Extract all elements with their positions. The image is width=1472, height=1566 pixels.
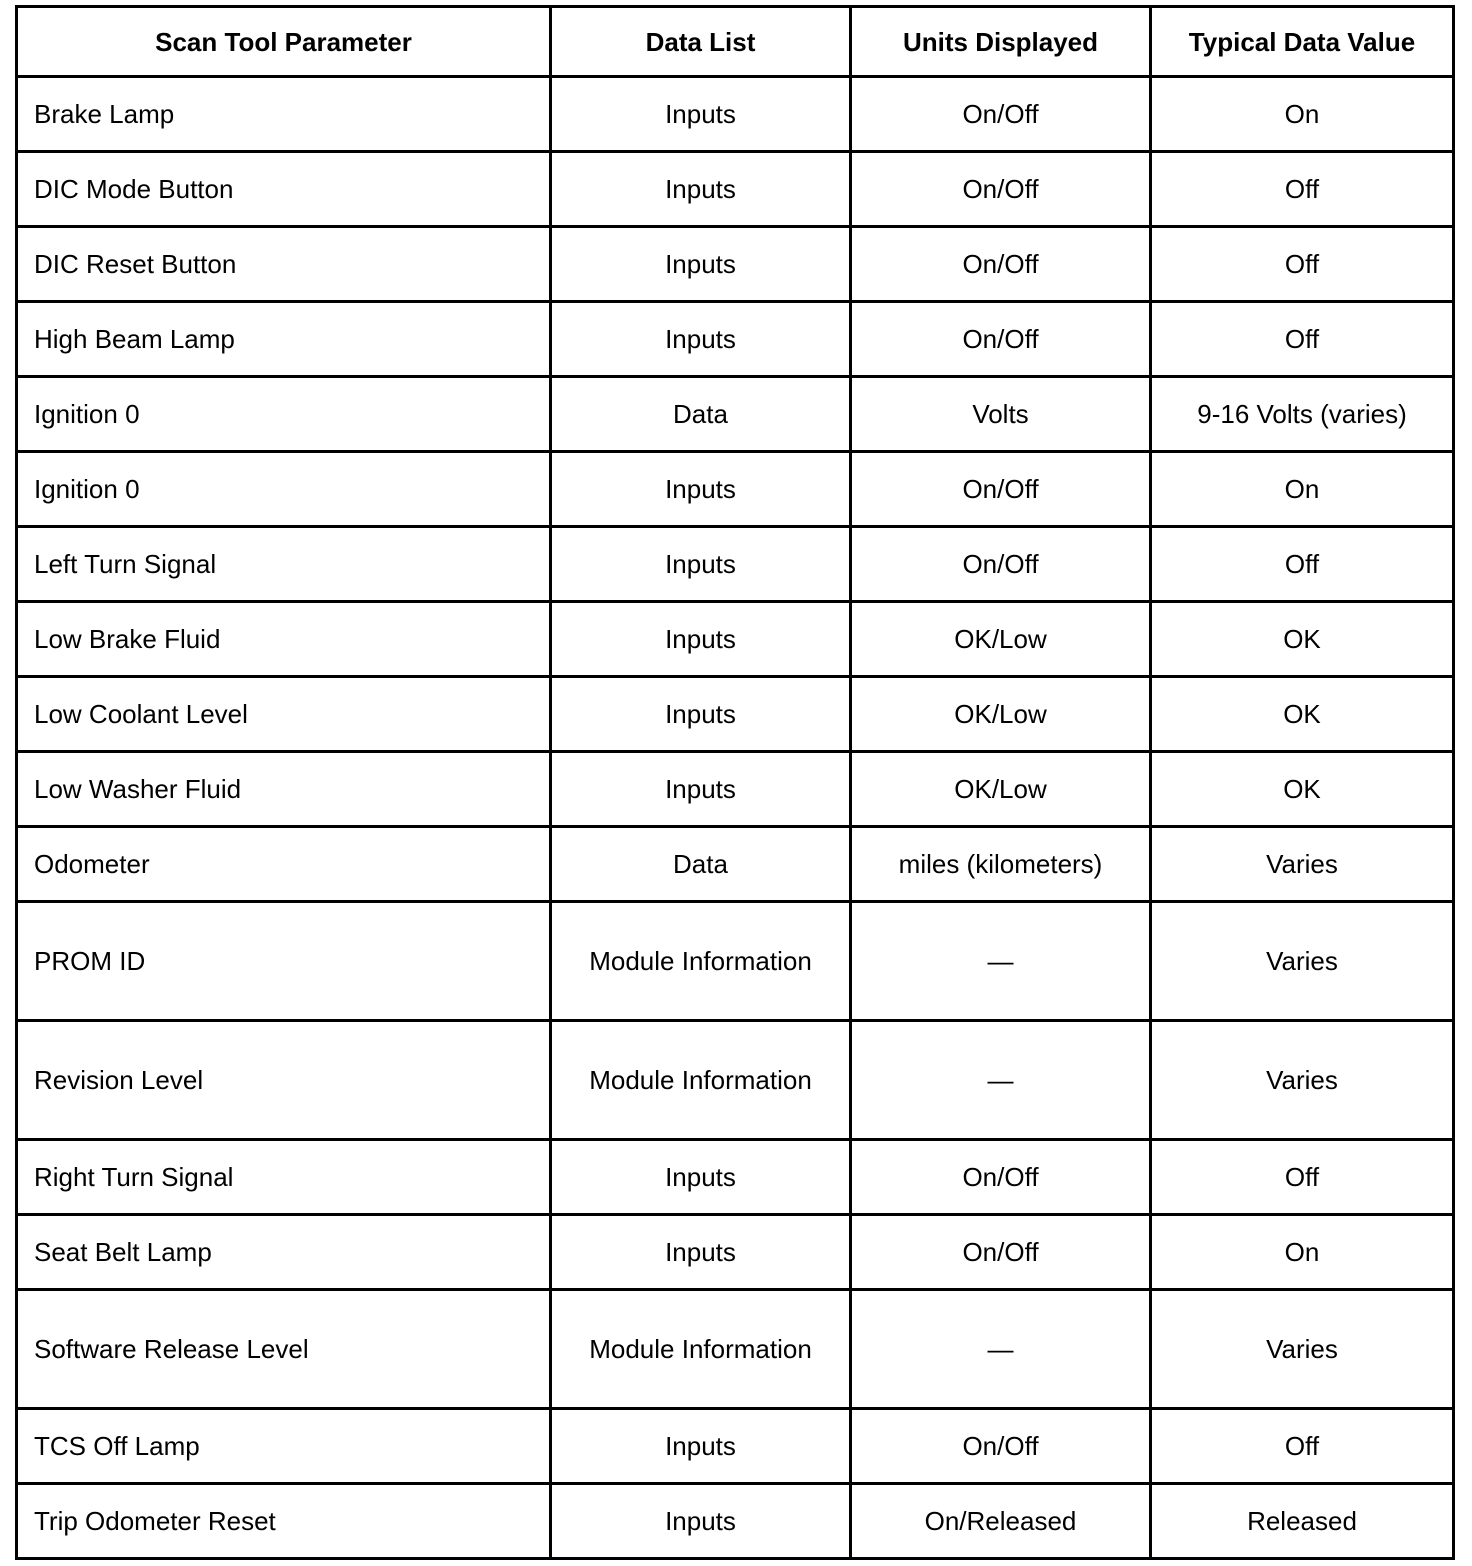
cell-parameter: Trip Odometer Reset [17, 1484, 551, 1559]
table-row [17, 1140, 1454, 1215]
cell-parameter: Revision Level [17, 1021, 551, 1140]
cell-units: Volts [851, 377, 1151, 452]
table-row [17, 227, 1454, 302]
header-typical-data-value: Typical Data Value [1151, 7, 1454, 77]
cell-units: On/Off [851, 302, 1151, 377]
cell-typical-value: On [1151, 1215, 1454, 1290]
cell-parameter: High Beam Lamp [17, 302, 551, 377]
cell-typical-value: Off [1151, 1409, 1454, 1484]
header-units-displayed: Units Displayed [851, 7, 1151, 77]
cell-parameter: Low Washer Fluid [17, 752, 551, 827]
table-header [17, 7, 1454, 77]
cell-parameter: Seat Belt Lamp [17, 1215, 551, 1290]
table-row [17, 1290, 1454, 1409]
table-row [17, 452, 1454, 527]
cell-typical-value: 9-16 Volts (varies) [1151, 377, 1454, 452]
cell-parameter: Ignition 0 [17, 452, 551, 527]
cell-data-list: Inputs [551, 302, 851, 377]
table-row [17, 1215, 1454, 1290]
table-row [17, 77, 1454, 152]
table-row [17, 152, 1454, 227]
cell-typical-value: Released [1151, 1484, 1454, 1559]
cell-units: OK/Low [851, 602, 1151, 677]
cell-parameter: Left Turn Signal [17, 527, 551, 602]
cell-data-list: Inputs [551, 152, 851, 227]
scan-tool-data-table [15, 5, 1455, 1560]
cell-data-list: Data [551, 377, 851, 452]
table-row [17, 752, 1454, 827]
cell-units: miles (kilometers) [851, 827, 1151, 902]
cell-parameter: Low Brake Fluid [17, 602, 551, 677]
table-row [17, 902, 1454, 1021]
cell-parameter: TCS Off Lamp [17, 1409, 551, 1484]
cell-typical-value: On [1151, 77, 1454, 152]
cell-data-list: Module Information [551, 1290, 851, 1409]
cell-units: On/Off [851, 152, 1151, 227]
cell-data-list: Inputs [551, 227, 851, 302]
cell-typical-value: Off [1151, 1140, 1454, 1215]
cell-parameter: Ignition 0 [17, 377, 551, 452]
cell-parameter: Low Coolant Level [17, 677, 551, 752]
cell-parameter: DIC Mode Button [17, 152, 551, 227]
cell-parameter: Odometer [17, 827, 551, 902]
cell-typical-value: Off [1151, 227, 1454, 302]
cell-parameter: Right Turn Signal [17, 1140, 551, 1215]
cell-data-list: Inputs [551, 677, 851, 752]
table-row [17, 1021, 1454, 1140]
table-row [17, 677, 1454, 752]
cell-units: On/Released [851, 1484, 1151, 1559]
table-row [17, 1484, 1454, 1559]
cell-data-list: Inputs [551, 602, 851, 677]
table-row [17, 527, 1454, 602]
cell-units: — [851, 1021, 1151, 1140]
cell-units: On/Off [851, 1409, 1151, 1484]
cell-data-list: Inputs [551, 1484, 851, 1559]
cell-typical-value: Off [1151, 302, 1454, 377]
table-row [17, 1409, 1454, 1484]
table-row [17, 602, 1454, 677]
cell-typical-value: OK [1151, 677, 1454, 752]
table-row [17, 377, 1454, 452]
table-row [17, 302, 1454, 377]
table-row [17, 827, 1454, 902]
cell-data-list: Inputs [551, 1215, 851, 1290]
cell-typical-value: Off [1151, 527, 1454, 602]
cell-units: — [851, 902, 1151, 1021]
cell-units: On/Off [851, 452, 1151, 527]
cell-units: OK/Low [851, 677, 1151, 752]
cell-typical-value: On [1151, 452, 1454, 527]
cell-data-list: Inputs [551, 1409, 851, 1484]
cell-units: On/Off [851, 1215, 1151, 1290]
cell-parameter: PROM ID [17, 902, 551, 1021]
cell-units: On/Off [851, 1140, 1151, 1215]
cell-parameter: DIC Reset Button [17, 227, 551, 302]
cell-typical-value: Varies [1151, 1290, 1454, 1409]
cell-data-list: Inputs [551, 527, 851, 602]
cell-units: On/Off [851, 527, 1151, 602]
cell-data-list: Inputs [551, 452, 851, 527]
cell-data-list: Module Information [551, 1021, 851, 1140]
cell-typical-value: Varies [1151, 1021, 1454, 1140]
header-data-list: Data List [551, 7, 851, 77]
cell-parameter: Brake Lamp [17, 77, 551, 152]
cell-typical-value: OK [1151, 752, 1454, 827]
cell-data-list: Module Information [551, 902, 851, 1021]
cell-data-list: Inputs [551, 752, 851, 827]
cell-typical-value: Off [1151, 152, 1454, 227]
cell-units: On/Off [851, 77, 1151, 152]
header-scan-tool-parameter: Scan Tool Parameter [17, 7, 551, 77]
cell-data-list: Data [551, 827, 851, 902]
cell-data-list: Inputs [551, 1140, 851, 1215]
cell-typical-value: Varies [1151, 902, 1454, 1021]
cell-typical-value: Varies [1151, 827, 1454, 902]
table-body [17, 77, 1454, 1559]
cell-units: OK/Low [851, 752, 1151, 827]
cell-typical-value: OK [1151, 602, 1454, 677]
cell-units: — [851, 1290, 1151, 1409]
cell-data-list: Inputs [551, 77, 851, 152]
cell-units: On/Off [851, 227, 1151, 302]
cell-parameter: Software Release Level [17, 1290, 551, 1409]
header-row [17, 7, 1454, 77]
